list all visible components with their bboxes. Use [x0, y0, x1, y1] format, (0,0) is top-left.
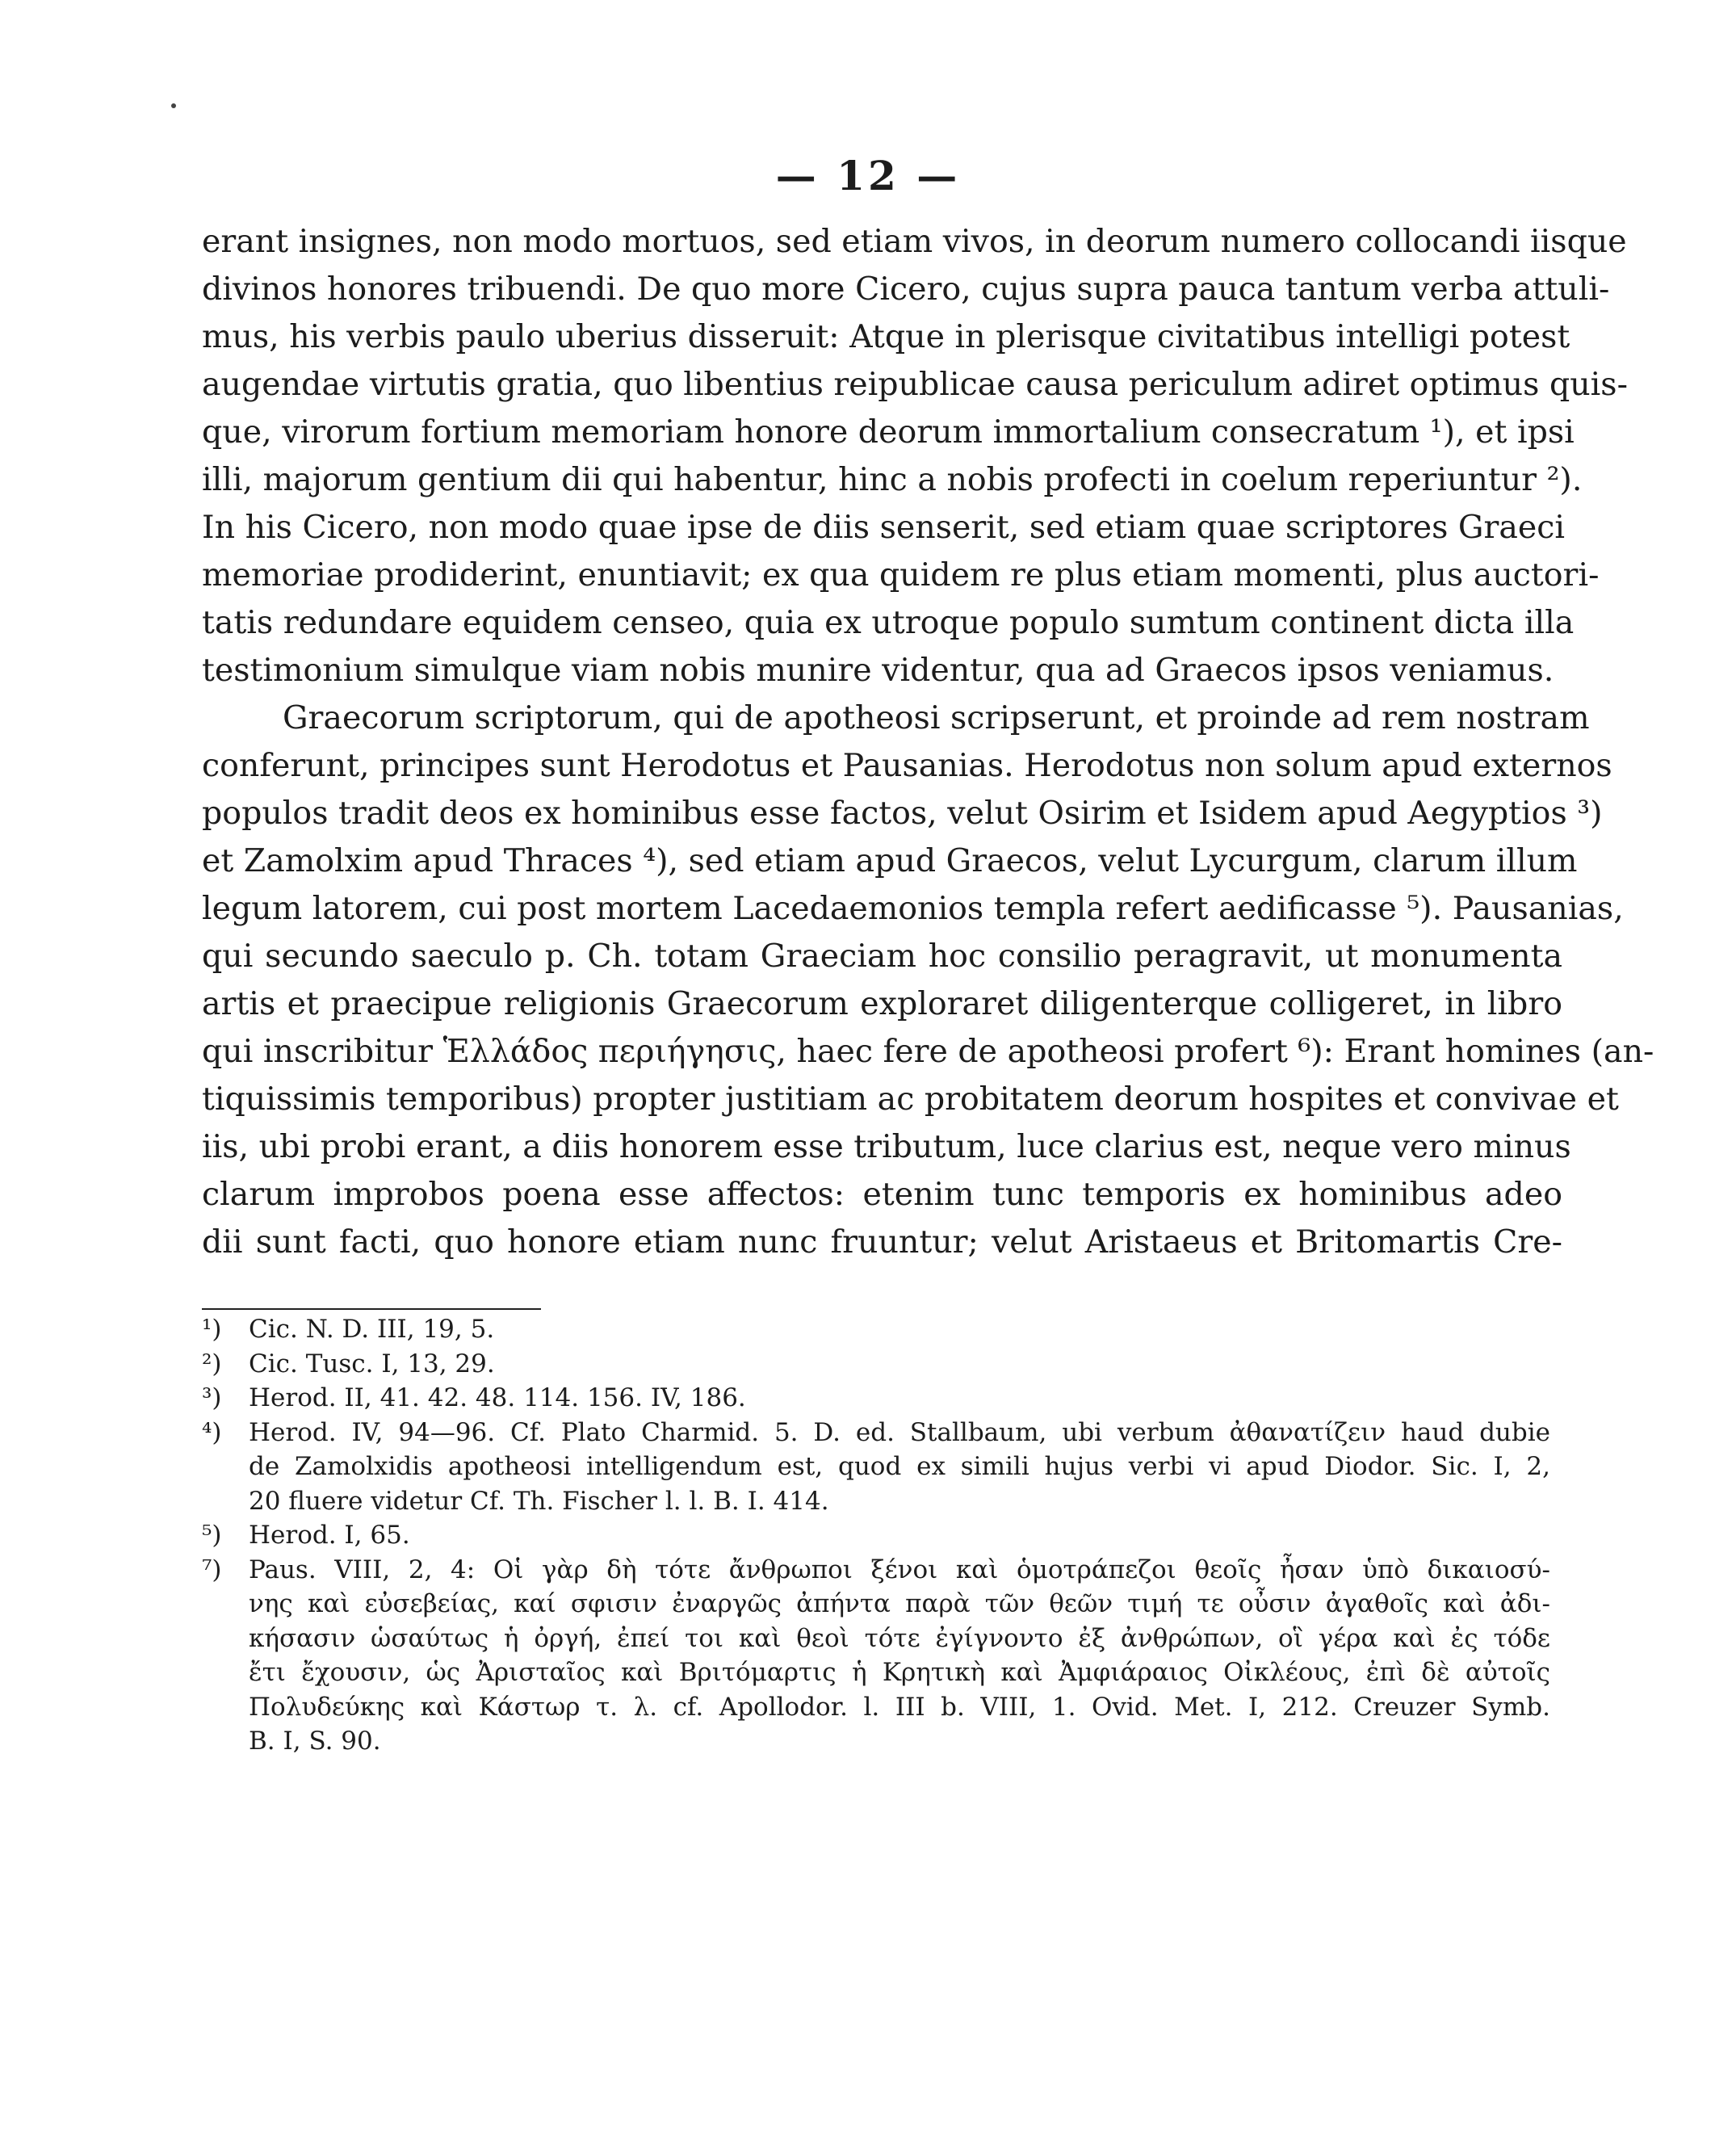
text-line: divinos honores tribuendi. De quo more Cicero, cujus supra pauca tantum verba attuli- [202, 271, 1610, 308]
text-line: In his Cicero, non modo quae ipse de diis senserit, sed etiam quae scriptores Graeci [202, 509, 1566, 546]
text-line: qui inscribitur Ἑλλάδος περιήγησις, haec fere de apotheosi profert ⁶): Erant homines (an- [202, 1033, 1654, 1070]
footnote-2 [202, 1347, 1550, 1382]
footnote-4 [202, 1416, 1550, 1519]
footnote-mark: ²) [202, 1349, 222, 1378]
text-line: dii sunt facti, quo honore etiam nunc fruuntur; velut Aristaeus et Britomartis Cre- [202, 1223, 1562, 1261]
text-line: et Zamolxim apud Thraces ⁴), sed etiam apud Graecos, velut Lycurgum, clarum illum [202, 842, 1578, 879]
footnote-7 [202, 1553, 1550, 1759]
text-line: testimonium simulque viam nobis munire videntur, qua ad Graecos ipsos veniamus. [202, 652, 1554, 689]
text-line: tatis redundare equidem censeo, quia ex utroque populo sumtum continent dicta illa [202, 604, 1575, 641]
footnote-line: Πολυδεύκης καὶ Κάστωρ τ. λ. cf. Apollodor. l. III b. VIII, 1. Ovid. Met. I, 212. Creuzer Symb. [249, 1692, 1550, 1722]
footnote-line: Herod. II, 41. 42. 48. 114. 156. IV, 186. [249, 1383, 746, 1412]
footnote-mark: ⁵) [202, 1521, 222, 1550]
footnote-line: Cic. Tusc. I, 13, 29. [249, 1349, 495, 1378]
footnote-line: de Zamolxidis apotheosi intelligendum est, quod ex simili hujus verbi vi apud Diodor. Sic. I, 2, [249, 1452, 1550, 1481]
footnote-line: ἔτι ἔχουσιν, ὡς Ἀρισταῖος καὶ Βριτόμαρτις ἡ Κρητικὴ καὶ Ἀμφιάραιος Οἰκλέους, ἐπὶ δὲ αὐτοῖς [249, 1658, 1550, 1687]
footnote-line: Paus. VIII, 2, 4: Οἱ γὰρ δὴ τότε ἄνθρωποι ξένοι καὶ ὁμοτράπεζοι θεοῖς ἦσαν ὑπὸ δικαιοσύ- [249, 1555, 1550, 1584]
footnote-5 [202, 1518, 1550, 1553]
footnotes [202, 1312, 1550, 1759]
text-line: erant insignes, non modo mortuos, sed etiam vivos, in deorum numero collocandi iisque [202, 223, 1627, 260]
scan-speck [171, 103, 176, 108]
footnote-mark: ⁷) [202, 1555, 222, 1584]
text-line: Graecorum scriptorum, qui de apotheosi scripserunt, et proinde ad rem nostram [283, 699, 1590, 736]
footnote-rule [202, 1308, 541, 1310]
footnote-mark: ⁴) [202, 1417, 222, 1447]
text-line: illi, majorum gentium dii qui habentur, hinc a nobis profecti in coelum reperiuntur ²). [202, 461, 1583, 498]
text-line: artis et praecipue religionis Graecorum exploraret diligenterque colligeret, in libro [202, 985, 1562, 1022]
footnote-line: νης καὶ εὐσεβείας, καί σφισιν ἐναργῶς ἀπήντα παρὰ τῶν θεῶν τιμή τε οὖσιν ἀγαθοῖς καὶ ἀδι- [249, 1589, 1550, 1618]
footnote-3 [202, 1381, 1550, 1416]
footnote-line: B. I, S. 90. [249, 1727, 381, 1756]
text-line: memoriae prodiderint, enuntiavit; ex qua quidem re plus etiam momenti, plus auctori- [202, 556, 1600, 594]
footnote-line: Cic. N. D. III, 19, 5. [249, 1315, 495, 1344]
footnote-mark: ³) [202, 1383, 222, 1412]
text-line: legum latorem, cui post mortem Lacedaemonios templa refert aedificasse ⁵). Pausanias, [202, 890, 1624, 927]
text-line: populos tradit deos ex hominibus esse factos, velut Osirim et Isidem apud Aegyptios ³) [202, 795, 1603, 832]
footnote-line: κήσασιν ὡσαύτως ἡ ὀργή, ἐπεί τοι καὶ θεοὶ τότε ἐγίγνοντο ἐξ ἀνθρώπων, οἳ γέρα καὶ ἐς τόδε [249, 1623, 1550, 1653]
text-line: que, virorum fortium memoriam honore deorum immortalium consecratum ¹), et ipsi [202, 413, 1575, 451]
footnote-1 [202, 1312, 1550, 1347]
footnote-line: Herod. IV, 94—96. Cf. Plato Charmid. 5. D. ed. Stallbaum, ubi verbum ἀθανατίζειν haud dubie [249, 1417, 1550, 1447]
page-number: — 12 — [775, 152, 961, 199]
footnote-mark: ¹) [202, 1315, 222, 1344]
text-line: mus, his verbis paulo uberius disseruit: Atque in plerisque civitatibus intelligi potest [202, 318, 1570, 355]
footnote-line: 20 fluere videtur Cf. Th. Fischer l. l. B. I. 414. [249, 1486, 829, 1516]
footnote-line: Herod. I, 65. [249, 1521, 410, 1550]
text-line: clarum improbos poena esse affectos: etenim tunc temporis ex hominibus adeo [202, 1176, 1562, 1213]
text-line: tiquissimis temporibus) propter justitiam ac probitatem deorum hospites et convivae et [202, 1080, 1619, 1118]
text-line: conferunt, principes sunt Herodotus et Pausanias. Herodotus non solum apud externos [202, 747, 1612, 784]
text-line: augendae virtutis gratia, quo libentius reipublicae causa periculum adiret optimus quis- [202, 366, 1628, 403]
main-text [202, 218, 1654, 1266]
text-line: iis, ubi probi erant, a diis honorem esse tributum, luce clarius est, neque vero minus [202, 1128, 1571, 1165]
text-line: qui secundo saeculo p. Ch. totam Graeciam hoc consilio peragravit, ut monumenta [202, 938, 1562, 975]
